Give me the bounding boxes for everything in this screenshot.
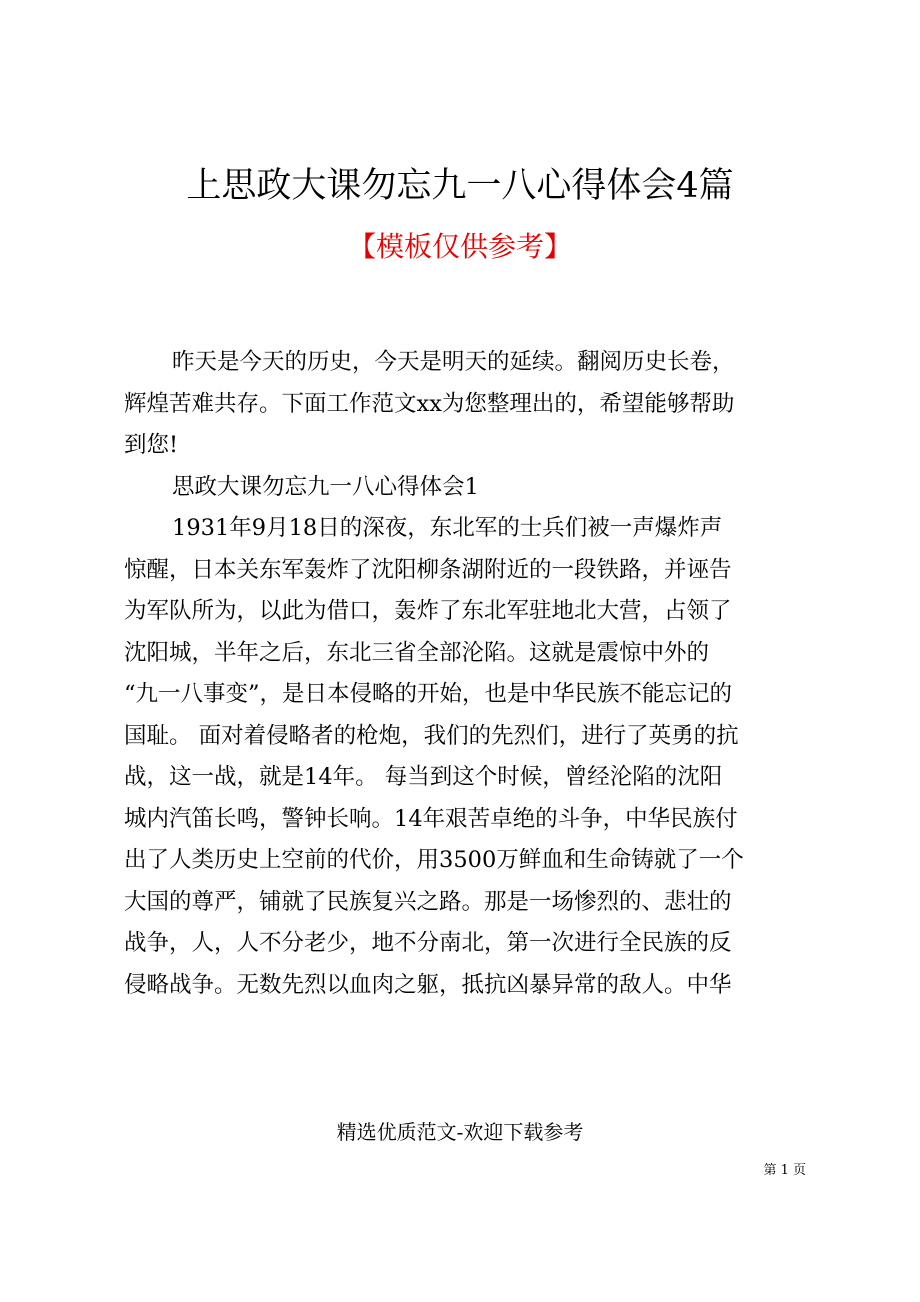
body-line: 城内汽笛长鸣，警钟长响。14年艰苦卓绝的斗争，中华民族付 xyxy=(124,805,738,832)
body-line: “九一八事变”，是日本侵略的开始，也是中华民族不能忘记的 xyxy=(124,681,733,707)
body-line: 战争，人，人不分老少，地不分南北，第一次进行全民族的反 xyxy=(124,930,732,956)
section-heading: 思政大课勿忘九一八心得体会1 xyxy=(172,473,479,500)
body-line: 大国的尊严，铺就了民族复兴之路。那是一场惨烈的、悲壮的 xyxy=(124,888,732,915)
body-line: 国耻。 面对着侵略者的枪炮，我们的先烈们，进行了英勇的抗 xyxy=(124,722,739,749)
document-title: 上思政大课勿忘九一八心得体会4篇 xyxy=(186,166,734,206)
body-line: 沈阳城，半年之后，东北三省全部沦陷。这就是震惊中外的 xyxy=(124,639,710,666)
body-line: 战，这一战，就是14年。 每当到这个时候，曾经沦陷的沈阳 xyxy=(124,764,723,790)
body-line: 出了人类历史上空前的代价，用3500万鲜血和生命铸就了一个 xyxy=(124,847,744,873)
body-line: 侵略战争。无数先烈以血肉之躯，抵抗凶暴异常的敌人。中华 xyxy=(124,971,732,998)
body-line: 惊醒，日本关东军轰炸了沈阳柳条湖附近的一段铁路，并诬告 xyxy=(124,556,732,583)
footer-text: 精选优质范文-欢迎下载参考 xyxy=(336,1120,584,1144)
body-line: 辉煌苦难共存。下面工作范文xx为您整理出的，希望能够帮助 xyxy=(124,390,735,417)
body-line: 为军队所为，以此为借口，轰炸了东北军驻地北大营，占领了 xyxy=(124,598,732,624)
document-body xyxy=(124,342,814,1006)
page-number: 第 1 页 xyxy=(763,1163,806,1178)
body-line: 昨天是今天的历史，今天是明天的延续。翻阅历史长卷， xyxy=(172,349,735,375)
body-line: 1931年9月18日的深夜，东北军的士兵们被一声爆炸声 xyxy=(172,515,723,541)
body-line: 到您! xyxy=(124,432,179,458)
template-notice: 【模板仅供参考】 xyxy=(347,230,572,263)
